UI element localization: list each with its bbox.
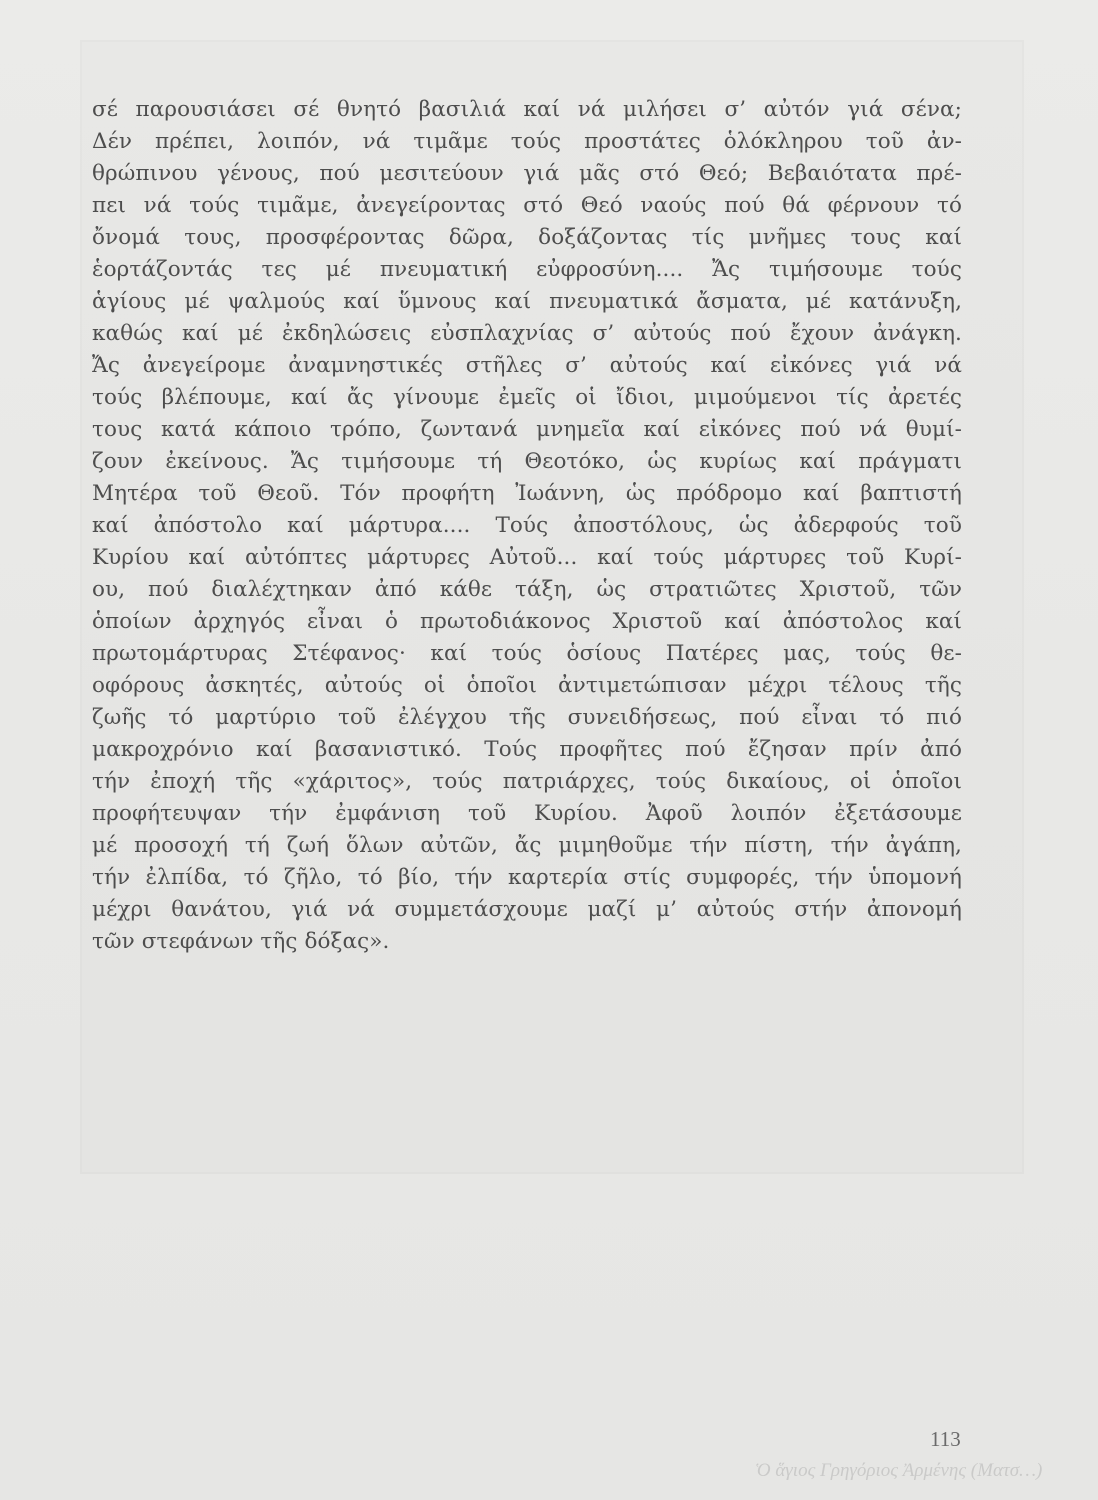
page-number: 113 — [930, 1427, 961, 1451]
text-line: Μητέρα τοῦ Θεοῦ. Τόν προφήτη Ἰωάννη, ὡς πρόδρομο καί βαπτιστή — [92, 481, 962, 506]
text-line: Ἄς ἀνεγείρομε ἀναμνηστικές στῆλες σ’ αὐτούς καί εἰκόνες γιά νά — [92, 353, 962, 378]
text-line: καί ἀπόστολο καί μάρτυρα.... Τούς ἀποστόλους, ὡς ἀδερφούς τοῦ — [92, 513, 962, 538]
text-line: ζουν ἐκείνους. Ἄς τιμήσουμε τή Θεοτόκο, ὡς κυρίως καί πράγματι — [92, 449, 962, 474]
text-line: ὁποίων ἀρχηγός εἶναι ὁ πρωτοδιάκονος Χριστοῦ καί ἀπόστολος καί — [92, 609, 962, 634]
text-line: πει νά τούς τιμᾶμε, ἀνεγείροντας στό Θεό ναούς πού θά φέρνουν τό — [92, 193, 962, 218]
text-line: θρώπινου γένους, πού μεσιτεύουν γιά μᾶς στό Θεό; Βεβαιότατα πρέ- — [92, 161, 962, 186]
text-line: ἑορτάζοντάς τες μέ πνευματική εὐφροσύνη.... Ἄς τιμήσουμε τούς — [92, 257, 962, 282]
text-line: καθώς καί μέ ἐκδηλώσεις εὐσπλαχνίας σ’ αὐτούς πού ἔχουν ἀνάγκη. — [92, 321, 962, 346]
text-line-last: τῶν στεφάνων τῆς δόξας». — [92, 929, 390, 954]
text-line: Κυρίου καί αὐτόπτες μάρτυρες Αὐτοῦ... καί τούς μάρτυρες τοῦ Κυρί- — [92, 545, 962, 570]
text-line: τους κατά κάποιο τρόπο, ζωντανά μνημεῖα καί εἰκόνες πού νά θυμί- — [92, 417, 962, 442]
text-line: Δέν πρέπει, λοιπόν, νά τιμᾶμε τούς προστάτες ὁλόκληρου τοῦ ἀν- — [92, 129, 962, 154]
text-line: τούς βλέπουμε, καί ἄς γίνουμε ἐμεῖς οἱ ἴδιοι, μιμούμενοι τίς ἀρετές — [92, 385, 962, 410]
text-line: μέχρι θανάτου, γιά νά συμμετάσχουμε μαζί μ’ αὐτούς στήν ἀπονομή — [92, 897, 962, 922]
text-line: προφήτευψαν τήν ἐμφάνιση τοῦ Κυρίου. Ἀφοῦ λοιπόν ἐξετάσουμε — [92, 801, 962, 826]
text-line: τήν ἐλπίδα, τό ζῆλο, τό βίο, τήν καρτερία στίς συμφορές, τήν ὑπομονή — [92, 865, 962, 890]
text-line: ὄνομά τους, προσφέροντας δῶρα, δοξάζοντας τίς μνῆμες τους καί — [92, 225, 962, 250]
text-line: μέ προσοχή τή ζωή ὅλων αὐτῶν, ἄς μιμηθοῦμε τήν πίστη, τήν ἀγάπη, — [92, 833, 962, 858]
text-line: οφόρους ἀσκητές, αὐτούς οἱ ὁποῖοι ἀντιμετώπισαν μέχρι τέλους τῆς — [92, 673, 962, 698]
text-line: πρωτομάρτυρας Στέφανος· καί τούς ὁσίους Πατέρες μας, τούς θε- — [92, 641, 962, 666]
body-text — [92, 94, 962, 958]
text-line: σέ παρουσιάσει σέ θνητό βασιλιά καί νά μιλήσει σ’ αὐτόν γιά σένα; — [92, 97, 962, 122]
text-line: ου, πού διαλέχτηκαν ἀπό κάθε τάξη, ὡς στρατιῶτες Χριστοῦ, τῶν — [92, 577, 962, 602]
text-line: μακροχρόνιο καί βασανιστικό. Τούς προφῆτες πού ἔζησαν πρίν ἀπό — [92, 737, 962, 762]
reverse-page-caption: Ὁ ἅγιος Γρηγόριος Ἀρμένης (Ματσ…) — [755, 1460, 1043, 1481]
text-line: ζωῆς τό μαρτύριο τοῦ ἐλέγχου τῆς συνειδήσεως, πού εἶναι τό πιό — [92, 705, 962, 730]
text-line: ἁγίους μέ ψαλμούς καί ὕμνους καί πνευματικά ἄσματα, μέ κατάνυξη, — [92, 289, 962, 314]
text-line: τήν ἐποχή τῆς «χάριτος», τούς πατριάρχες, τούς δικαίους, οἱ ὁποῖοι — [92, 769, 962, 794]
